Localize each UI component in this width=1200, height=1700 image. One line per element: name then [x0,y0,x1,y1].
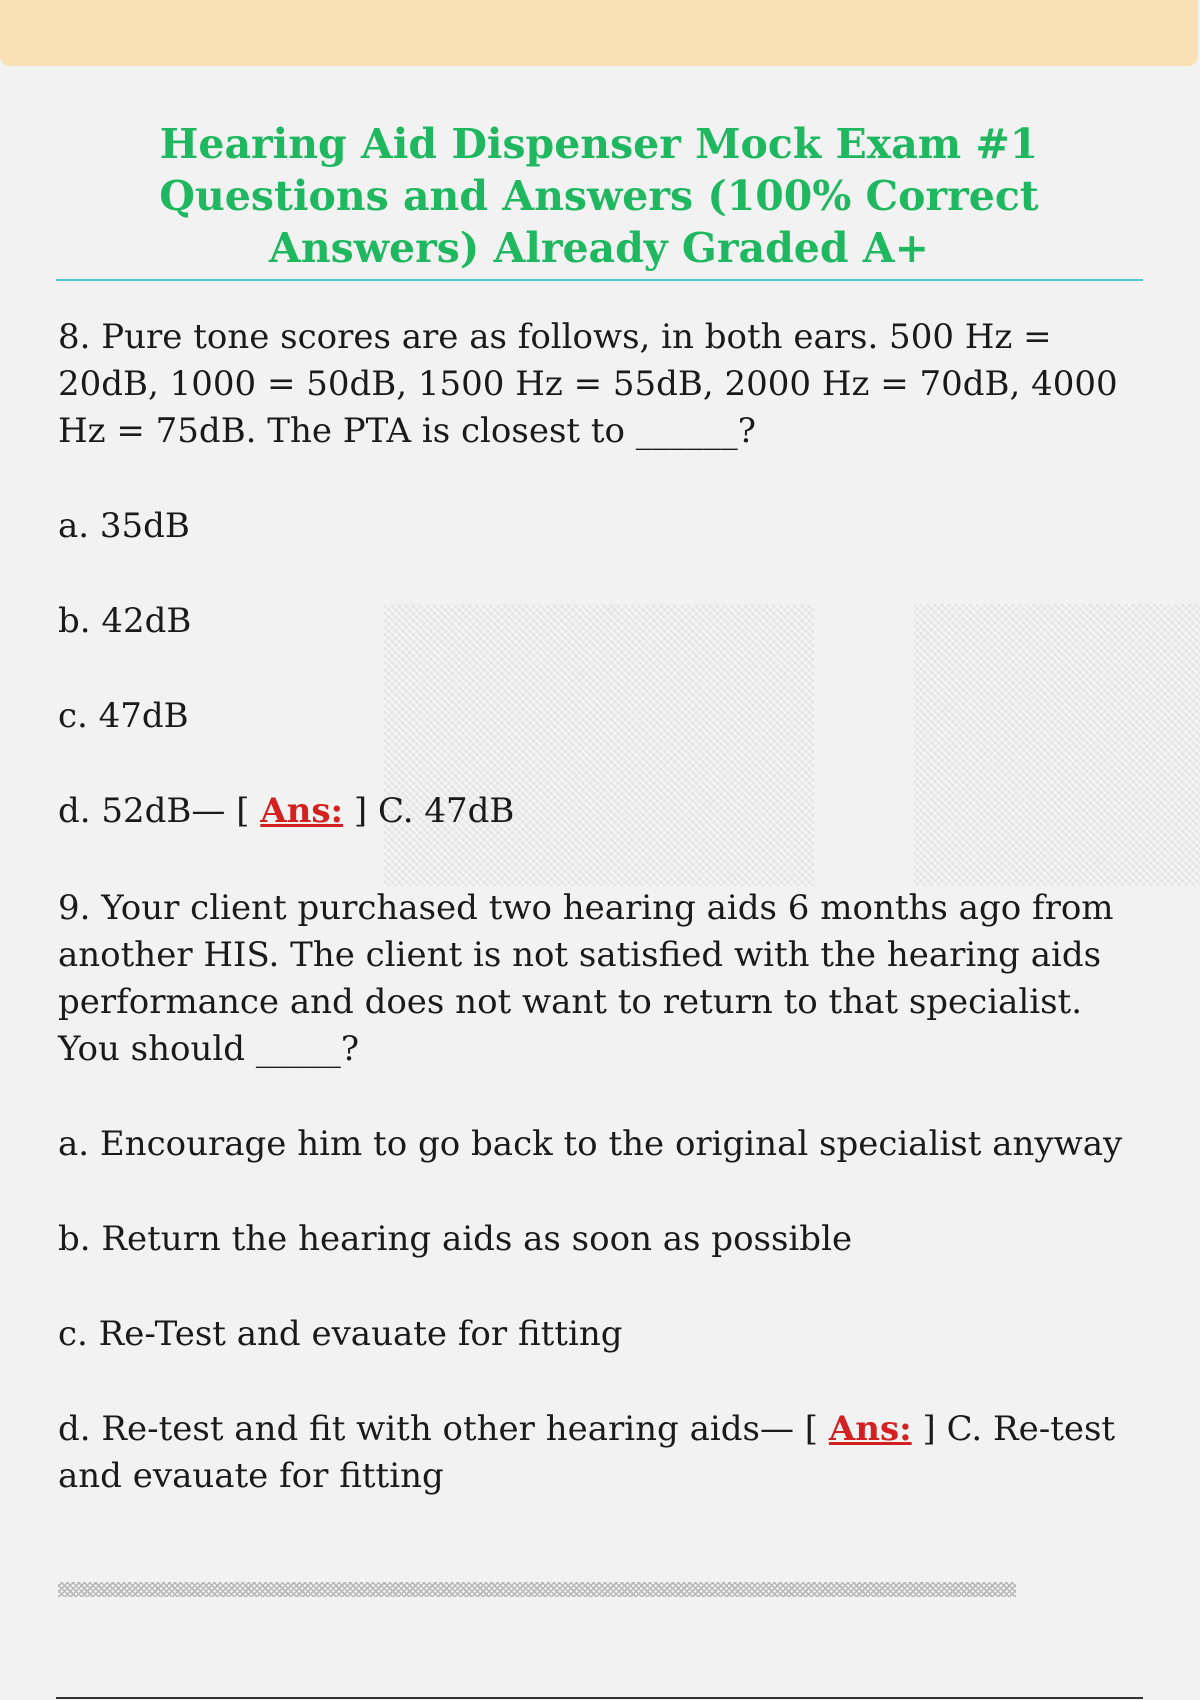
title-divider [56,279,1143,281]
answer-text: C. 47dB [377,791,515,831]
option-c: c. 47dB [58,696,189,736]
option-a: a. Encourage him to go back to the original specialist anyway [58,1124,1123,1164]
answer-separator: — [ [759,1409,829,1449]
option-b: b. 42dB [58,601,192,641]
answer-label: Ans: [260,791,344,831]
document-title: Hearing Aid Dispenser Mock Exam #1 Questions and Answers (100% Correct Answers) Already Graded A+ [159,120,1039,272]
answer-close: ] [343,791,378,831]
answer-label: Ans: [828,1409,912,1449]
option-d-with-answer [58,1406,1128,1500]
answer-separator: — [ [191,791,261,831]
top-banner [0,0,1198,66]
question-text: 8. Pure tone scores are as follows, in both ears. 500 Hz = 20dB, 1000 = 50dB, 1500 Hz = 55dB, 2000 Hz = 70dB, 4000 Hz = 75dB. The PTA is closest to ______? [58,317,1118,451]
option-d: d. 52dB [58,791,192,831]
option-d-with-answer [58,788,1128,835]
question-text: 9. Your client purchased two hearing aids 6 months ago from another HIS. The client is not satisfied with the hearing aids performance and does not want to return to that specialist. You should _____? [58,888,1114,1069]
option-a: a. 35dB [58,506,190,546]
bottom-divider [56,1697,1143,1699]
option-d: d. Re-test and fit with other hearing aids [58,1409,760,1449]
answer-text: C. Re-test and evauate for fitting [58,1409,1116,1496]
decorative-squiggle-divider [58,1582,1016,1597]
option-c: c. Re-Test and evauate for fitting [58,1314,623,1354]
document-body [58,314,1128,1500]
answer-close: ] [911,1409,947,1449]
option-b: b. Return the hearing aids as soon as possible [58,1219,853,1259]
